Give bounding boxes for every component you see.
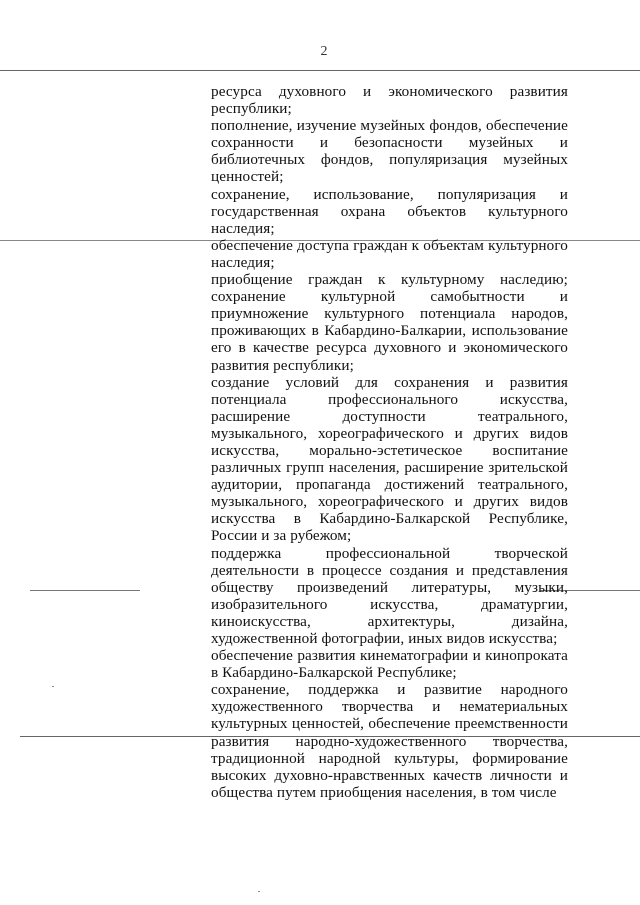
scan-line	[0, 70, 640, 71]
paragraph: обеспечение доступа граждан к объектам культурного наследия;	[211, 236, 568, 271]
scan-speck	[52, 686, 54, 687]
scan-line	[30, 590, 140, 591]
page-number: 2	[320, 44, 328, 59]
paragraph: сохранение, поддержка и развитие народного художественного творчества и нематериальных культурных ценностей, обеспечение преемственности развития народно-художественного творчества, традиционной народной культуры, формирование высоких духовно-нравственных качеств личности и общества путем приобщения населения, в том числе	[211, 681, 568, 801]
paragraph: создание условий для сохранения и развития потенциала профессионального искусства, расширение доступности театрального, музыкального, хореографического и других видов искусства, морально-эстетическое воспитание различных групп населения, расширение зрительской аудитории, пропаганда достижений театрального, музыкального, хореографического и других видов искусства в Кабардино-Балкарской Республике, России и за рубежом;	[211, 373, 568, 545]
paragraph: поддержка профессиональной творческой деятельности в процессе создания и представления обществу произведений литературы, музыки, изобразительного искусства, драматургии, киноискусства, архитектуры, дизайна, художественной фотографии, иных видов искусства;	[211, 544, 568, 647]
paragraph: обеспечение развития кинематографии и кинопроката в Кабардино-Балкарской Республике;	[211, 647, 568, 682]
document-body	[211, 83, 568, 801]
scan-speck	[258, 891, 260, 892]
paragraph: сохранение, использование, популяризация и государственная охрана объектов культурного наследия;	[211, 185, 568, 237]
paragraph: приобщение граждан к культурному наследию; сохранение культурной самобытности и приумножение культурного потенциала народов, проживающих в Кабардино-Балкарии, использование его в качестве ресурса духовного и экономического развития республики;	[211, 271, 568, 374]
paragraph: пополнение, изучение музейных фондов, обеспечение сохранности и безопасности музейных и библиотечных фондов, популяризация музейных ценностей;	[211, 117, 568, 186]
paragraph: ресурса духовного и экономического развития республики;	[211, 83, 568, 118]
